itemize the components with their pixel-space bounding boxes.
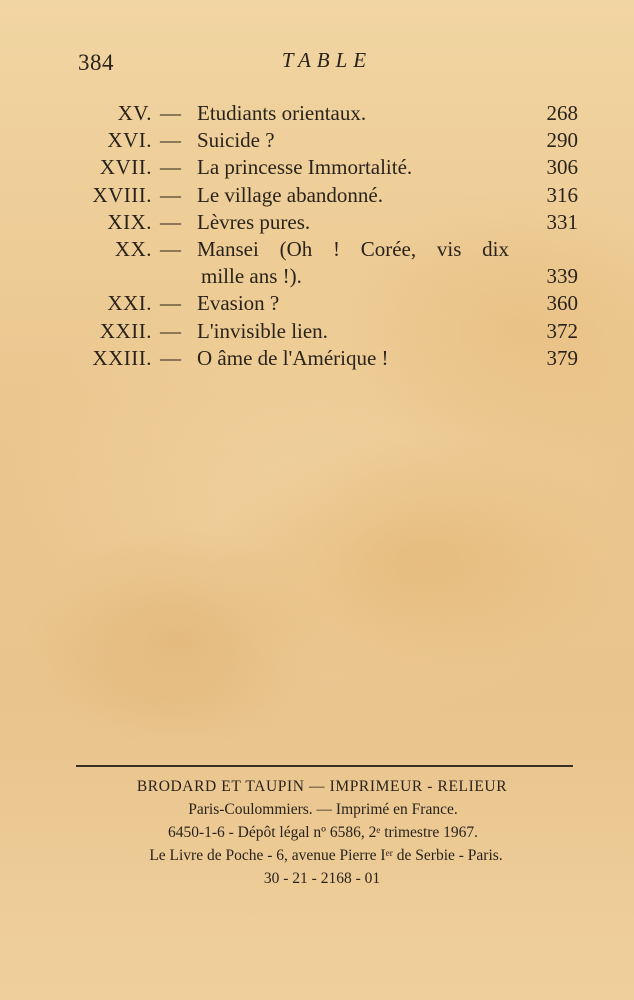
chapter-title: La princesse Immortalité.: [197, 155, 413, 180]
toc-entry: [0, 182, 634, 209]
dash: —: [160, 182, 181, 207]
dash: —: [160, 345, 181, 370]
chapter-numeral: XV.: [117, 101, 152, 125]
toc-entry: [0, 236, 634, 290]
chapter-title: Etudiants orientaux.: [197, 101, 367, 125]
chapter-page: 331: [546, 209, 578, 234]
table-of-contents: [0, 100, 634, 372]
chapter-numeral: XVI.: [107, 128, 152, 153]
chapter-title: Suicide ?: [197, 128, 275, 153]
dash: —: [160, 101, 181, 125]
chapter-title: Lèvres pures.: [197, 209, 311, 234]
dash: —: [160, 318, 181, 343]
dash: —: [160, 236, 181, 261]
colophon: [0, 775, 634, 890]
chapter-page: 316: [546, 182, 578, 207]
chapter-title: Evasion ?: [197, 291, 280, 316]
dash: —: [160, 209, 181, 234]
toc-entry: [0, 100, 634, 127]
running-head: TABLE: [281, 48, 373, 72]
toc-entry: [0, 290, 634, 317]
colophon-rule: [76, 765, 573, 767]
page-number: 384: [78, 50, 114, 75]
chapter-numeral: XXII.: [99, 318, 152, 343]
toc-entry: [0, 345, 634, 372]
chapter-page: 268: [546, 101, 578, 125]
dash: —: [160, 155, 181, 180]
colophon-place: Paris-Coulommiers. — Imprimé en France.: [188, 801, 458, 818]
chapter-title-continuation: mille ans !).: [201, 263, 302, 288]
toc-entry: [0, 318, 634, 345]
chapter-numeral: XXIII.: [92, 345, 152, 370]
chapter-numeral: XVIII.: [92, 182, 152, 207]
chapter-title: L'invisible lien.: [197, 318, 328, 343]
toc-entry: [0, 154, 634, 181]
chapter-page: 290: [546, 128, 578, 153]
chapter-numeral: XIX.: [107, 209, 152, 234]
toc-entry: [0, 127, 634, 154]
colophon-legal-deposit: 6450-1-6 - Dépôt légal nº 6586, 2ᵉ trimestre 1967.: [167, 824, 479, 841]
chapter-page: 379: [546, 345, 578, 370]
chapter-numeral: XXI.: [107, 291, 152, 316]
chapter-page: 339: [546, 263, 578, 288]
chapter-page: 306: [546, 155, 578, 180]
chapter-title: O âme de l'Amérique !: [197, 345, 389, 370]
colophon-publisher: Le Livre de Poche - 6, avenue Pierre Iᵉʳ de Serbie - Paris.: [149, 847, 503, 864]
colophon-printer: BRODARD ET TAUPIN — IMPRIMEUR - RELIEUR: [136, 778, 508, 795]
chapter-numeral: XVII.: [99, 155, 152, 180]
chapter-page: 360: [546, 291, 578, 316]
dash: —: [160, 128, 181, 153]
dash: —: [160, 291, 181, 316]
chapter-numeral: XX.: [114, 236, 152, 261]
chapter-page: 372: [546, 318, 578, 343]
toc-entry: [0, 209, 634, 236]
chapter-title: Mansei (Oh ! Corée, vis dix: [197, 236, 509, 261]
chapter-title: Le village abandonné.: [197, 182, 384, 207]
colophon-code: 30 - 21 - 2168 - 01: [263, 870, 381, 887]
